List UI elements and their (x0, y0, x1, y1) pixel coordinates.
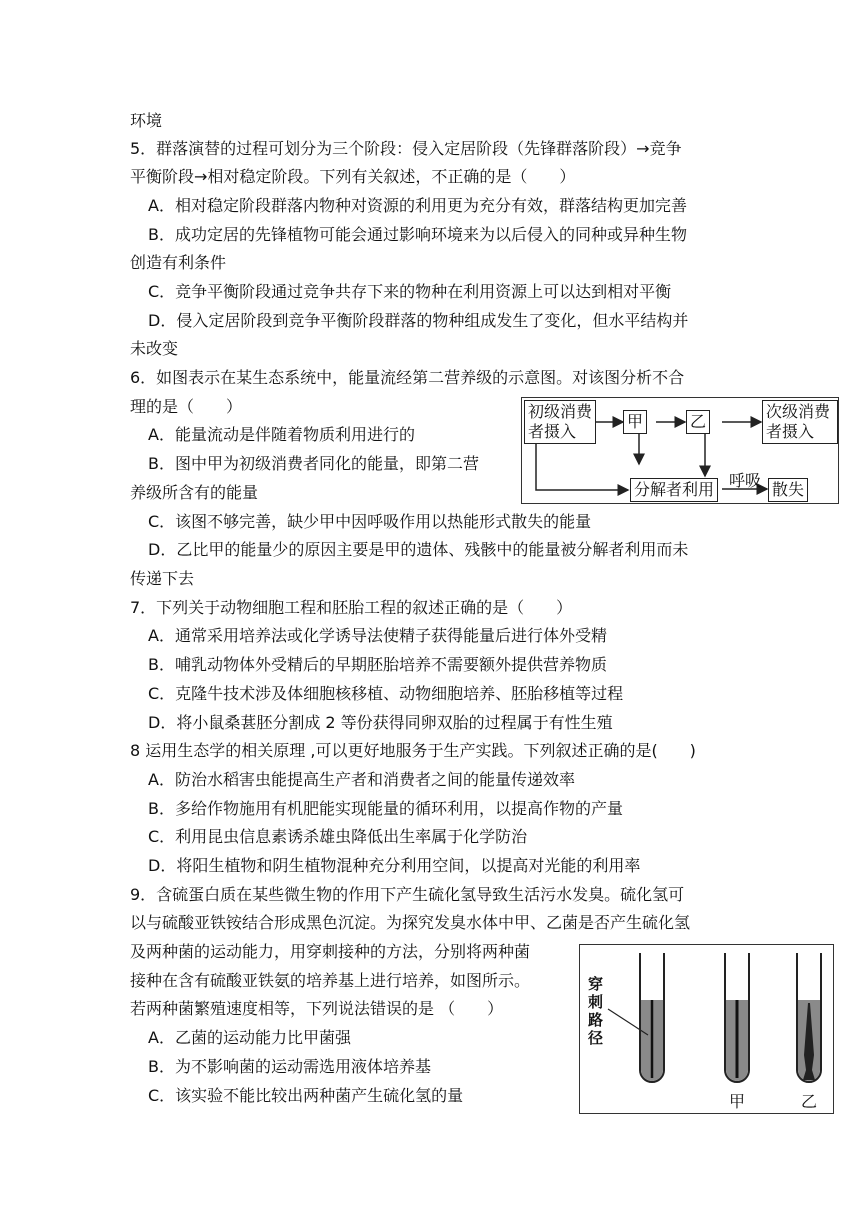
energy-flow-diagram (521, 397, 839, 504)
decomposer-label: 分解者利用 (634, 480, 715, 499)
question-6-stem: 6．如图表示在某生态系统中，能量流经第二营养级的示意图。对该图分析不合 (130, 368, 685, 387)
question-9-option-c: C．该实验不能比较出两种菌产生硫化氢的量 (148, 1086, 464, 1105)
question-9-stem-cont: 若两种菌繁殖速度相等，下列说法错误的是 （ ） (130, 999, 504, 1018)
question-7-option-d: D．将小鼠桑葚胚分割成 2 等份获得同卵双胎的过程属于有性生殖 (148, 713, 613, 732)
question-8-option-d: D．将阳生植物和阴生植物混种充分利用空间，以提高对光能的利用率 (148, 856, 641, 875)
respiration-label: 呼吸 (729, 471, 762, 490)
question-8-option-c: C．利用昆虫信息素诱杀雄虫降低出生率属于化学防治 (148, 827, 528, 846)
question-9-option-b: B．为不影响菌的运动需选用液体培养基 (148, 1057, 431, 1076)
box-label: 者摄入 (766, 422, 815, 441)
yi-box (686, 410, 710, 434)
question-5-option-d-cont: 未改变 (130, 339, 179, 358)
decomposer-box (630, 478, 718, 502)
question-5-stem-cont: 平衡阶段→相对稳定阶段。下列有关叙述，不正确的是（ ） (130, 167, 576, 186)
question-9-option-a: A．乙菌的运动能力比甲菌强 (148, 1028, 351, 1047)
question-6-option-b-cont: 养级所含有的能量 (130, 483, 259, 502)
question-9-stem: 9．含硫蛋白质在某些微生物的作用下产生硫化氢导致生活污水发臭。硫化氢可 (130, 885, 685, 904)
question-7-option-a: A．通常采用培养法或化学诱导法使精子获得能量后进行体外受精 (148, 626, 607, 645)
question-6-option-b: B．图中甲为初级消费者同化的能量，即第二营 (148, 454, 479, 473)
culture-tubes (580, 945, 833, 1113)
box-label: 者摄入 (528, 422, 577, 441)
question-8-stem: 8 运用生态学的相关原理 ,可以更好地服务于生产实践。下列叙述正确的是( ) (130, 741, 696, 760)
question-6-option-a: A．能量流动是伴随着物质利用进行的 (148, 425, 415, 444)
stab-path-char: 路 (588, 1011, 604, 1029)
question-9-stem-cont: 接种在含有硫酸亚铁氨的培养基上进行培养，如图所示。 (130, 971, 531, 990)
question-6-stem-cont: 理的是（ ） (130, 397, 243, 416)
dissipation-box (768, 478, 808, 502)
stab-path-char: 穿 (588, 975, 604, 993)
question-7-option-c: C．克隆牛技术涉及体细胞核移植、动物细胞培养、胚胎移植等过程 (148, 684, 624, 703)
jia-box (623, 410, 647, 434)
question-5-option-c: C．竞争平衡阶段通过竞争共存下来的物种在利用资源上可以达到相对平衡 (148, 282, 672, 301)
question-6-option-c: C．该图不够完善，缺少甲中因呼吸作用以热能形式散失的能量 (148, 512, 592, 531)
stab-path-label (588, 975, 603, 1047)
question-5-option-d: D．侵入定居阶段到竞争平衡阶段群落的物种组成发生了变化，但水平结构并 (148, 311, 689, 330)
question-5-option-b-cont: 创造有利条件 (130, 253, 227, 272)
question-8-option-b: B．多给作物施用有机肥能实现能量的循环利用，以提高作物的产量 (148, 799, 623, 818)
question-9-stem-cont: 以与硫酸亚铁铵结合形成黑色沉淀。为探究发臭水体中甲、乙菌是否产生硫化氢 (130, 913, 691, 932)
stab-path-char: 径 (588, 1029, 604, 1047)
question-9-stem-cont: 及两种菌的运动能力，用穿刺接种的方法，分别将两种菌 (130, 942, 531, 961)
stab-culture-figure (579, 944, 834, 1114)
question-6-option-d: D．乙比甲的能量少的原因主要是甲的遗体、残骸中的能量被分解者利用而未 (148, 540, 689, 559)
tube-jia-label: 甲 (729, 1092, 746, 1111)
primary-consumer-intake-box (524, 400, 596, 444)
stab-path-char: 刺 (588, 993, 604, 1011)
question-7-stem: 7．下列关于动物细胞工程和胚胎工程的叙述正确的是（ ） (130, 598, 573, 617)
box-label: 初级消费 (528, 402, 593, 421)
question-7-option-b: B．哺乳动物体外受精后的早期胚胎培养不需要额外提供营养物质 (148, 655, 607, 674)
secondary-consumer-intake-box (762, 400, 838, 444)
tube-yi-label: 乙 (801, 1092, 818, 1111)
question-8-option-a: A．防治水稻害虫能提高生产者和消费者之间的能量传递效率 (148, 770, 575, 789)
question-5-stem: 5．群落演替的过程可划分为三个阶段：侵入定居阶段（先锋群落阶段）→竞争 (130, 139, 682, 158)
question-6-option-d-cont: 传递下去 (130, 569, 195, 588)
jia-label: 甲 (627, 412, 644, 431)
box-label: 次级消费 (766, 402, 831, 421)
dissipation-label: 散失 (772, 480, 805, 499)
question-5-option-a: A．相对稳定阶段群落内物种对资源的利用更为充分有效，群落结构更加完善 (148, 196, 687, 215)
question-5-option-b: B．成功定居的先锋植物可能会通过影响环境来为以后侵入的同种或异种生物 (148, 225, 687, 244)
yi-label: 乙 (690, 412, 707, 431)
text-line: 环境 (130, 111, 163, 130)
